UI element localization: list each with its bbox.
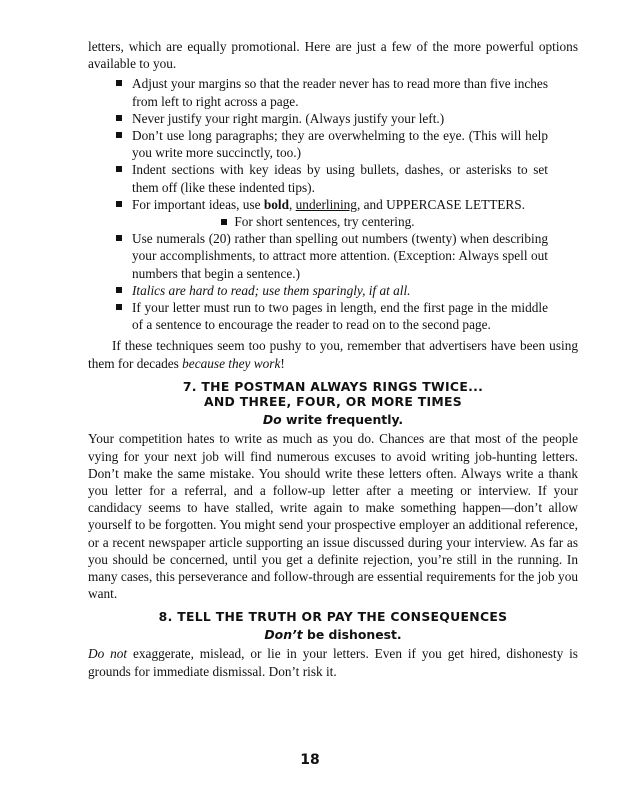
closing-paragraph: If these techniques seem too pushy to you, remember that advertisers have been using them for decades because they work! (88, 338, 578, 371)
square-bullet-icon (116, 235, 122, 241)
square-bullet-icon (116, 80, 122, 86)
list-item: Indent sections with key ideas by using bullets, dashes, or asterisks to set them off (like these indented tips). (88, 161, 548, 195)
section-7-heading: 7. THE POSTMAN ALWAYS RINGS TWICE... AND THREE, FOUR, OR MORE TIMES (182, 378, 484, 410)
square-bullet-icon (116, 132, 122, 138)
list-item-centered: For short sentences, try centering. (88, 213, 548, 230)
list-item: Never justify your right margin. (Always justify your left.) (88, 110, 548, 127)
square-bullet-icon (116, 304, 122, 310)
section-7-subheading: Do write frequently. (262, 411, 404, 427)
list-item: Don’t use long paragraphs; they are overwhelming to the eye. (This will help you write more succinctly, too.) (88, 127, 548, 161)
square-bullet-icon (116, 115, 122, 121)
section-7-paragraph: Your competition hates to write as much as you do. Chances are that most of the people vying for your next job will find numerous excuses to avoid writing job-hunting letters. Don’t make the same mistake. You should write these letters often. Always write a thank you letter for a referral, and a follow-up letter after a meeting or interview. If your candidacy seems to have stalled, write again to make something happen—don’t allow yourself to be forgotten. You might send your prospective employer an additional reference, or a recent newspaper article supporting an issue discussed during your interview. As far as you should be concerned, until you get a definite rejection, you’re still in the running. In many cases, this perseverance and follow-through are essential requirements for the job you want. (88, 431, 578, 602)
underline-example: underlining (295, 196, 357, 212)
section-8-paragraph: Do not exaggerate, mislead, or lie in your letters. Even if you get hired, dishonesty is grounds for immediate dismissal. Don’t risk it. (88, 646, 578, 679)
square-bullet-icon (221, 219, 227, 225)
list-item: For important ideas, use bold, underlining, and UPPERCASE LETTERS. (88, 196, 548, 213)
square-bullet-icon (116, 201, 122, 207)
bold-example: bold (263, 196, 289, 212)
list-item: Adjust your margins so that the reader never has to read more than five inches from left to right across a page. (88, 75, 548, 109)
list-item: If your letter must run to two pages in length, end the first page in the middle of a sentence to encourage the reader to read on to the second page. (88, 299, 548, 333)
square-bullet-icon (116, 287, 122, 293)
page-body (88, 38, 578, 680)
list-item: Italics are hard to read; use them sparingly, if at all. (88, 282, 548, 299)
section-8-heading: 8. TELL THE TRUTH OR PAY THE CONSEQUENCES (158, 609, 508, 625)
intro-paragraph: letters, which are equally promotional. Here are just a few of the more powerful options available to you. (88, 39, 578, 72)
square-bullet-icon (116, 166, 122, 172)
section-8-subheading: Don’t be dishonest. (264, 626, 402, 642)
list-item: Use numerals (20) rather than spelling out numbers (twenty) when describing your accomplishments, to attract more attention. (Exception: Always spell out numbers that begin a sentence.) (88, 230, 548, 282)
tips-list (88, 75, 578, 333)
page-number: 18 (300, 752, 320, 768)
